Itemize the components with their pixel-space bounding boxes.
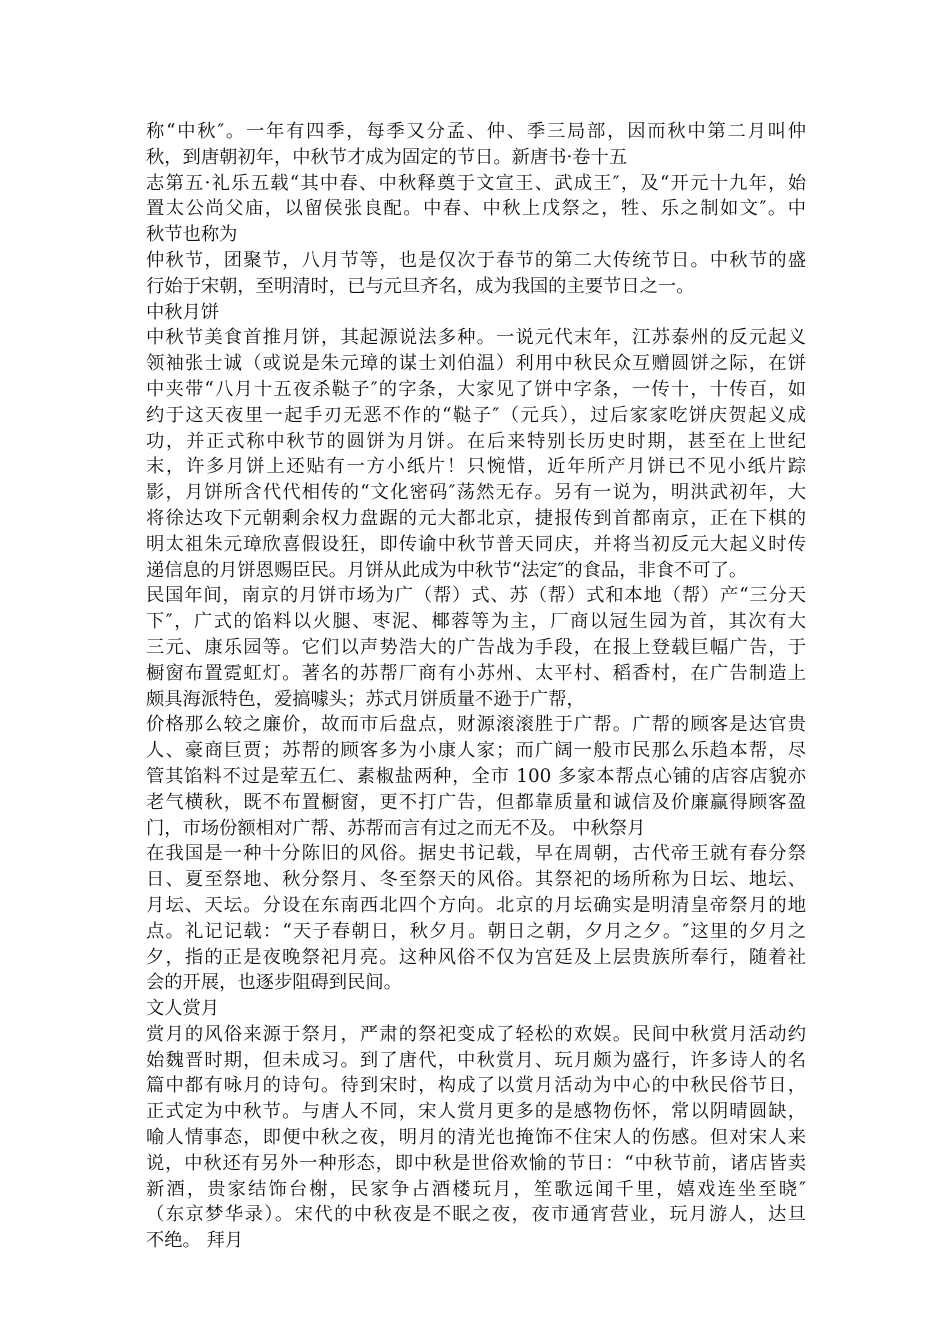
text-line: 志第五·礼乐五载“其中春、中秋释奠于文宣王、武成王″，及“开元十九年，始 [146,172,806,194]
text-line: 递信息的月饼恩赐臣民。月饼从此成为中秋节“法定″的食品，非食不可了。 [146,559,748,581]
text-line: 三元、康乐园等。它们以声势浩大的广告战为手段，在报上登载巨幅广告，于 [146,636,806,658]
text-line: 民国年间，南京的月饼市场为广（帮）式、苏（帮）式和本地（帮）产“三分天 [146,585,806,607]
text-line: 管其馅料不过是荤五仁、素椒盐两种，全市 100 多家本帮点心铺的店容店貌亦 [146,765,806,787]
text-line: 行始于宋朝，至明清时，已与元旦齐名，成为我国的主要节日之一。 [146,275,695,297]
text-line: 秋节也称为 [146,224,238,246]
text-line: 夕，指的正是夜晚祭祀月亮。这种风俗不仅为宫廷及上层贵族所奉行，随着社 [146,946,806,968]
text-line: 中秋月饼 [146,301,220,323]
text-line: 末，许多月饼上还贴有一方小纸片！只惋惜，近年所产月饼已不见小纸片踪 [146,456,806,478]
text-line: 价格那么较之廉价，故而市后盘点，财源滚滚胜于广帮。广帮的顾客是达官贵 [146,714,806,736]
text-line: 人、豪商巨贾；苏帮的顾客多为小康人家；而广阔一般市民那么乐趋本帮，尽 [146,740,806,762]
text-line: 秋，到唐朝初年，中秋节才成为固定的节日。新唐书·卷十五 [146,146,628,168]
text-line: 在我国是一种十分陈旧的风俗。据史书记载，早在周朝，古代帝王就有春分祭 [146,843,806,865]
text-line: 影，月饼所含代代相传的“文化密码″荡然无存。另有一说为，明洪武初年，大 [146,482,806,504]
text-line: 领袖张士诚（或说是朱元璋的谋士刘伯温）利用中秋民众互赠圆饼之际，在饼 [146,353,806,375]
document-page [146,119,806,1254]
text-line: 中秋节美食首推月饼，其起源说法多种。一说元代末年，江苏泰州的反元起义 [146,327,806,349]
text-line: 仲秋节，团聚节，八月节等，也是仅次于春节的第二大传统节日。中秋节的盛 [146,249,806,271]
text-line: 赏月的风俗来源于祭月，严肃的祭祀变成了轻松的欢娱。民间中秋赏月活动约 [146,1023,806,1045]
text-line: 橱窗布置霓虹灯。著名的苏帮厂商有小苏州、太平村、稻香村，在广告制造上 [146,662,806,684]
text-line: 老气横秋，既不布置橱窗，更不打广告，但都靠质量和诚信及价廉赢得顾客盈 [146,791,806,813]
text-line: 门，市场份额相对广帮、苏帮而言有过之而无不及。 中秋祭月 [146,817,646,839]
text-line: 中夹带“八月十五夜杀鞑子″的字条，大家见了饼中字条，一传十，十传百，如 [146,378,806,400]
text-line: 始魏晋时期，但未成习。到了唐代，中秋赏月、玩月颇为盛行，许多诗人的名 [146,1049,806,1071]
text-line: 喻人情事态，即便中秋之夜，明月的清光也掩饰不住宋人的伤感。但对宋人来 [146,1127,806,1149]
text-line: 颇具海派特色，爱搞噱头；苏式月饼质量不逊于广帮， [146,688,585,710]
text-line: 不绝。 拜月 [146,1230,244,1252]
text-line: 点。礼记记载：“天子春朝日，秋夕月。朝日之朝，夕月之夕。″这里的夕月之 [146,920,806,942]
text-line: 将徐达攻下元朝剩余权力盘踞的元大都北京，捷报传到首都南京，正在下棋的 [146,507,806,529]
text-line: 文人赏月 [146,998,220,1020]
text-line: 明太祖朱元璋欣喜假设狂，即传谕中秋节普天同庆，并将当初反元大起义时传 [146,533,806,555]
text-line: 新酒，贵家结饰台榭，民家争占酒楼玩月，笙歌远闻千里，嬉戏连坐至晓″ [146,1178,806,1200]
text-line: 正式定为中秋节。与唐人不同，宋人赏月更多的是感物伤怀，常以阴晴圆缺， [146,1101,806,1123]
text-line: （东京梦华录）。宋代的中秋夜是不眠之夜，夜市通宵营业，玩月游人，达旦 [146,1204,806,1226]
text-line: 下″，广式的馅料以火腿、枣泥、椰蓉等为主，厂商以冠生园为首，其次有大 [146,611,806,633]
text-line: 功，并正式称中秋节的圆饼为月饼。在后来特别长历史时期，甚至在上世纪 [146,430,806,452]
text-line: 日、夏至祭地、秋分祭月、冬至祭天的风俗。其祭祀的场所称为日坛、地坛、 [146,869,806,891]
text-line: 说，中秋还有另外一种形态，即中秋是世俗欢愉的节日：“中秋节前，诸店皆卖 [146,1152,806,1174]
text-line: 称“中秋″。一年有四季，每季又分孟、仲、季三局部，因而秋中第二月叫仲 [146,121,806,142]
text-line: 置太公尚父庙，以留侯张良配。中春、中秋上戊祭之，牲、乐之制如文″。中 [146,198,806,220]
text-line: 会的开展，也逐步阻碍到民间。 [146,972,402,994]
text-line: 约于这天夜里一起手刃无恶不作的“鞑子″（元兵），过后家家吃饼庆贺起义成 [146,404,806,426]
text-line: 月坛、天坛。分设在东南西北四个方向。北京的月坛确实是明清皇帝祭月的地 [146,894,806,916]
text-line: 篇中都有咏月的诗句。待到宋时，构成了以赏月活动为中心的中秋民俗节日， [146,1075,806,1097]
